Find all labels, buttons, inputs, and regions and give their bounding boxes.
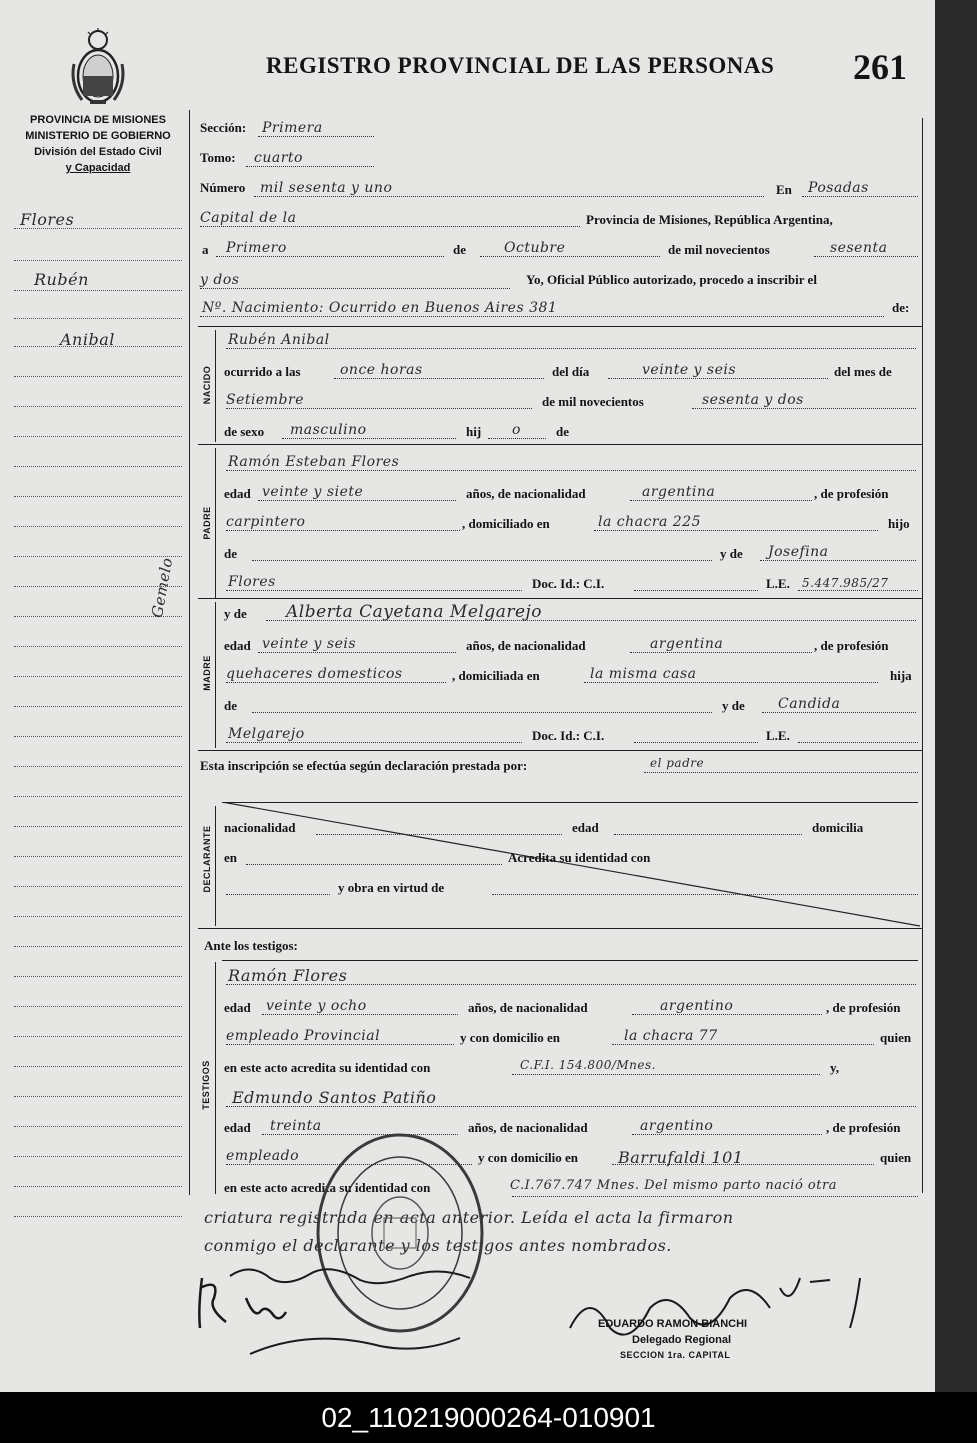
province-label: Provincia de Misiones, República Argentina, [586, 212, 833, 227]
mother-nationality: argentina [650, 636, 724, 652]
father-profession: carpintero [226, 514, 306, 530]
tome-value: cuarto [254, 150, 303, 166]
witness1-doc: C.F.I. 154.800/Mnes. [520, 1058, 656, 1072]
witness1-age: veinte y ocho [266, 998, 367, 1014]
mother-profession-label: , de profesión [814, 638, 889, 653]
declarant-in-label: en [224, 850, 237, 865]
witness1-address: la chacra 77 [624, 1028, 718, 1044]
right-border [922, 118, 923, 1193]
mother-age: veinte y seis [262, 636, 357, 652]
tome-label: Tomo: [200, 150, 236, 165]
birth-day: veinte y seis [642, 362, 737, 378]
officer-label: Yo, Oficial Público autorizado, procedo a inscribir el [526, 272, 817, 287]
official-title: Delegado Regional [632, 1334, 732, 1346]
witness2-address-label: y con domicilio en [478, 1150, 579, 1165]
maternal-grandmother-2: Melgarejo [228, 726, 305, 742]
father-age-label: edad [224, 486, 251, 501]
witness1-nationality: argentino [660, 998, 734, 1014]
declarant-id-label: Acredita su identidad con [508, 850, 651, 865]
witness1-profession-label: , de profesión [826, 1000, 901, 1015]
witness1-id-label: en este acto acredita su identidad con [224, 1060, 431, 1075]
witness1-who-label: quien [880, 1030, 912, 1045]
observation-line-1: criatura registrada en acta anterior. Leída el acta la firmaron [204, 1208, 734, 1227]
year-label: de mil novecientos [668, 242, 770, 257]
mother-doc-label: Doc. Id.: C.I. [532, 728, 605, 743]
witness2-address: Barrufaldi 101 [618, 1148, 744, 1167]
declarante-side-label: DECLARANTE [202, 825, 212, 893]
signature-icon [190, 1258, 490, 1378]
registration-value: Nº. Nacimiento: Ocurrido en Buenos Aires 381 [202, 300, 558, 316]
birth-year: sesenta y dos [702, 392, 804, 408]
father-yde-label: y de [720, 546, 743, 561]
father-nationality-label: años, de nacionalidad [466, 486, 586, 501]
document-title: REGISTRO PROVINCIAL DE LAS PERSONAS [266, 53, 775, 78]
left-border [189, 110, 190, 1195]
child-de-label: de [556, 424, 569, 439]
witness2-age-label: edad [224, 1120, 251, 1135]
mother-parent-de-label: de [224, 698, 237, 713]
page-number: 261 [853, 47, 907, 87]
province-line: MINISTERIO DE GOBIERNO [25, 130, 171, 142]
de-colon-label: de: [892, 300, 910, 315]
margin-second-name: Anibal [60, 330, 115, 349]
daughter-label: hija [890, 668, 912, 683]
of-day-label: del día [552, 364, 590, 379]
official-office: SECCION 1ra. CAPITAL [620, 1350, 731, 1360]
margin-surname: Flores [20, 210, 75, 229]
witness1-name: Ramón Flores [228, 966, 348, 985]
father-parent-de-label: de [224, 546, 237, 561]
birth-year-label: de mil novecientos [542, 394, 644, 409]
coat-of-arms-icon [68, 28, 128, 108]
mother-le-label: L.E. [766, 728, 790, 743]
padre-side-label: PADRE [202, 506, 212, 540]
father-le-label: L.E. [766, 576, 790, 591]
father-doc-label: Doc. Id.: C.I. [532, 576, 605, 591]
mother-yde-label: y de [224, 606, 247, 621]
mother-name: Alberta Cayetana Melgarejo [286, 602, 543, 622]
mother-yde2-label: y de [722, 698, 745, 713]
number-value: mil sesenta y uno [260, 180, 393, 196]
witness2-age: treinta [270, 1118, 322, 1134]
child-of-label: hij [466, 424, 482, 439]
place-value: Capital de la [200, 210, 297, 226]
mother-address: la misma casa [590, 666, 697, 682]
sex-value: masculino [290, 422, 367, 438]
declaration-label: Esta inscripción se efectúa según declaración prestada por: [200, 758, 528, 773]
margin-note: Gemelo [148, 556, 177, 620]
a-label: a [202, 242, 209, 257]
province-line: y Capacidad [65, 162, 131, 174]
witnesses-label: Ante los testigos: [204, 938, 298, 953]
year-value-2: y dos [200, 272, 240, 288]
father-profession-label: , de profesión [814, 486, 889, 501]
paternal-grandmother-1: Josefina [768, 544, 829, 560]
occurred-label: ocurrido a las [224, 364, 301, 379]
father-nationality: argentina [642, 484, 716, 500]
witness2-profession-label: , de profesión [826, 1120, 901, 1135]
witness1-address-label: y con domicilio en [460, 1030, 561, 1045]
father-address-label: , domiciliado en [462, 516, 550, 531]
witness1-age-label: edad [224, 1000, 251, 1015]
witness2-nationality-label: años, de nacionalidad [468, 1120, 588, 1135]
witness2-who-label: quien [880, 1150, 912, 1165]
testigos-side-label: TESTIGOS [201, 1060, 211, 1110]
mother-address-label: , domiciliada en [452, 668, 540, 683]
birth-hour: once horas [340, 362, 423, 378]
birth-month: Setiembre [226, 392, 304, 408]
sex-label: de sexo [224, 424, 265, 439]
nacido-side-label: NACIDO [202, 365, 212, 405]
month-value: Octubre [504, 240, 566, 256]
declarant-age-label: edad [572, 820, 599, 835]
witness2-id-label: en este acto acredita su identidad con [224, 1180, 431, 1195]
city-value: Posadas [808, 180, 869, 196]
father-age: veinte y siete [262, 484, 364, 500]
paternal-grandmother-2: Flores [228, 574, 276, 590]
witness2-name: Edmundo Santos Patiño [232, 1088, 437, 1107]
witness2-doc: C.I.767.747 Mnes. Del mismo parto nació otra [510, 1178, 837, 1193]
declarant-address-label: domicilia [812, 820, 864, 835]
province-line: División del Estado Civil [34, 146, 162, 158]
son-label: hijo [888, 516, 910, 531]
mother-nationality-label: años, de nacionalidad [466, 638, 586, 653]
province-line: PROVINCIA DE MISIONES [30, 114, 166, 126]
declarant-nationality-label: nacionalidad [224, 820, 296, 835]
day-value: Primero [226, 240, 287, 256]
father-le-value: 5.447.985/27 [802, 576, 889, 590]
document-code: 02_110219000264-010901 [0, 1392, 977, 1443]
witness2-profession: empleado [226, 1148, 300, 1164]
number-label: Número [200, 180, 246, 195]
witness1-profession: empleado Provincial [226, 1028, 381, 1044]
official-name: EDUARDO RAMON BIANCHI [598, 1318, 748, 1330]
witness1-nationality-label: años, de nacionalidad [468, 1000, 588, 1015]
year-value-1: sesenta [830, 240, 888, 256]
witness2-nationality: argentino [640, 1118, 714, 1134]
province-header [10, 112, 186, 176]
father-name: Ramón Esteban Flores [228, 454, 400, 470]
section-label: Sección: [200, 120, 247, 135]
child-gender-suffix: o [512, 422, 521, 438]
madre-side-label: MADRE [202, 655, 212, 691]
mother-profession: quehaceres domesticos [226, 666, 403, 682]
maternal-grandmother-1: Candida [778, 696, 841, 712]
witness1-and-label: y, [830, 1060, 840, 1075]
in-label: En [776, 182, 792, 197]
page-edge [935, 0, 977, 1392]
observation-line-2: conmigo el declarante y los testigos antes nombrados. [204, 1236, 672, 1255]
of-month-label: del mes de [834, 364, 892, 379]
declarant-by-virtue-label: y obra en virtud de [338, 880, 445, 895]
mother-age-label: edad [224, 638, 251, 653]
father-address: la chacra 225 [598, 514, 702, 530]
de-label: de [453, 242, 466, 257]
child-name: Rubén Anibal [228, 332, 330, 348]
declaration-value: el padre [650, 756, 705, 770]
section-value: Primera [262, 120, 323, 136]
margin-first-name: Rubén [34, 270, 89, 289]
